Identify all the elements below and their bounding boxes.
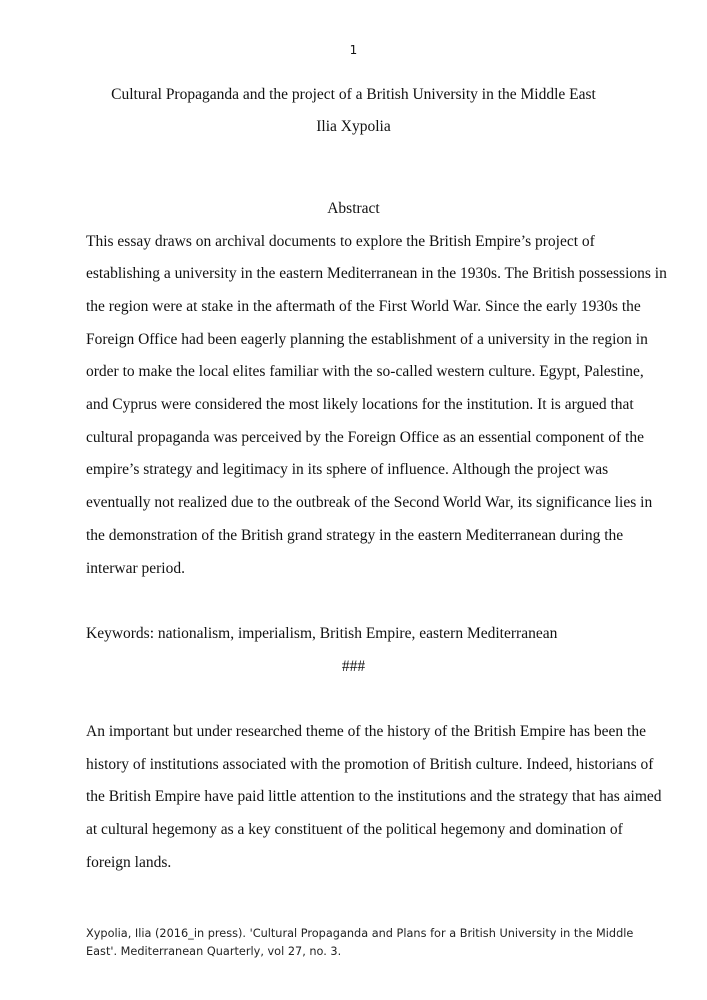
abstract-line: empire’s strategy and legitimacy in its sphere of influence. Although the project was (86, 461, 609, 478)
abstract-line: interwar period. (86, 560, 185, 577)
body-line: the British Empire have paid little attention to the institutions and the strategy that has aimed (86, 788, 662, 805)
keywords: Keywords: nationalism, imperialism, British Empire, eastern Mediterranean (86, 625, 558, 642)
abstract-line: eventually not realized due to the outbreak of the Second World War, its significance lies in (86, 494, 653, 511)
abstract-line: establishing a university in the eastern Mediterranean in the 1930s. The British possessions in (86, 265, 667, 282)
section-separator: ### (341, 658, 366, 675)
abstract-line: the region were at stake in the aftermath of the First World War. Since the early 1930s the (86, 298, 641, 315)
body-line: at cultural hegemony as a key constituent of the political hegemony and domination of (86, 821, 623, 838)
paper-title: Cultural Propaganda and the project of a British University in the Middle East (111, 86, 596, 103)
body-line: An important but under researched theme of the history of the British Empire has been the (86, 723, 646, 740)
body-line: foreign lands. (86, 854, 172, 871)
abstract-line: order to make the local elites familiar with the so-called western culture. Egypt, Palestine, (86, 363, 644, 380)
abstract-heading: Abstract (327, 200, 380, 217)
page-number: 1 (349, 43, 358, 57)
abstract-line: the demonstration of the British grand strategy in the eastern Mediterranean during the (86, 527, 624, 544)
abstract-line: Foreign Office had been eagerly planning the establishment of a university in the region in (86, 331, 648, 348)
abstract-line: cultural propaganda was perceived by the Foreign Office as an essential component of the (86, 429, 644, 446)
abstract-line: and Cyprus were considered the most likely locations for the institution. It is argued that (86, 396, 634, 413)
author-name: Ilia Xypolia (316, 118, 391, 135)
abstract-line: This essay draws on archival documents to explore the British Empire’s project of (86, 233, 595, 250)
body-line: history of institutions associated with the promotion of British culture. Indeed, historians of (86, 756, 654, 773)
footer-line: East'. Mediterranean Quarterly, vol 27, no. 3. (86, 945, 342, 958)
footer-line: Xypolia, Ilia (2016_in press). 'Cultural Propaganda and Plans for a British University in the Middle (86, 927, 634, 940)
